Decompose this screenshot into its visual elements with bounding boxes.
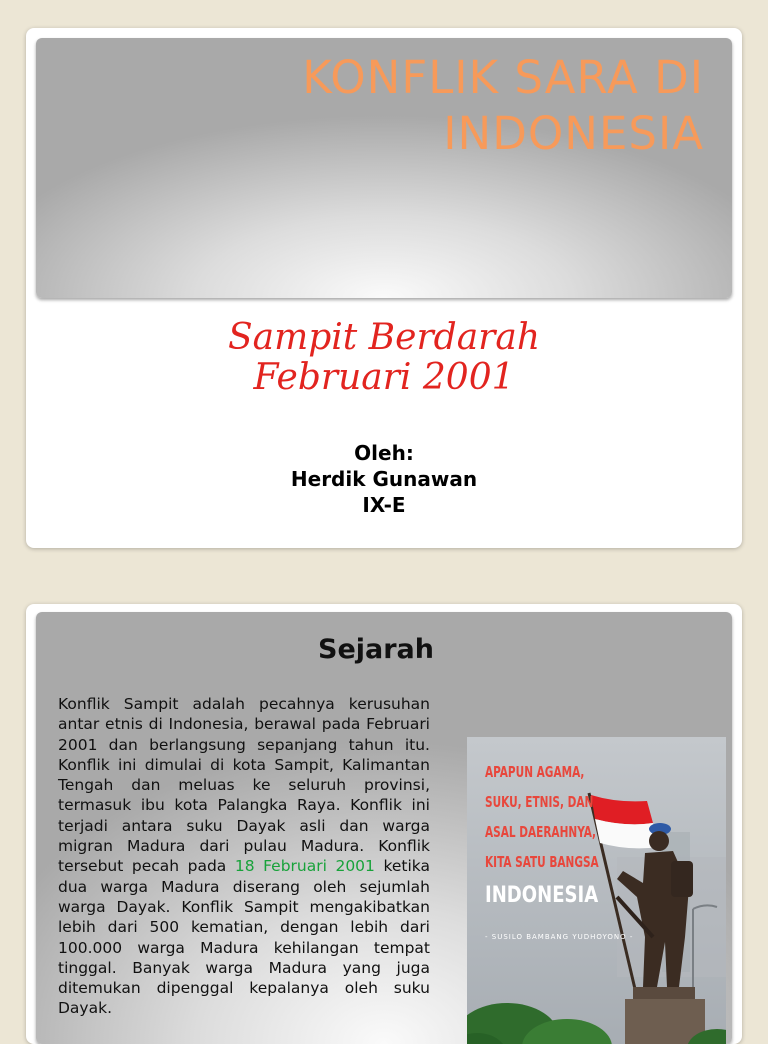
- slide-title: [144, 50, 704, 162]
- author-block: [26, 440, 742, 518]
- author-class: IX-E: [362, 493, 406, 517]
- poster-line-3: ASAL DAERAHNYA,: [485, 823, 597, 841]
- history-paragraph: [58, 694, 430, 1019]
- unity-poster-image: [467, 737, 726, 1044]
- paragraph-text-start: Konflik Sampit adalah pecahnya kerusuhan antar etnis di Indonesia, berawal pada Februari 2001 dan berlangsung sepanjang tahun itu. Konflik ini dimulai di kota Sampit, Kalimantan Tengah dan meluas ke seluruh provinsi, termasuk ibu kota Palangka Raya. Konflik ini terjadi antara suku Dayak asli dan warga migran Madura dari pulau Madura. Konflik tersebut pecah pada: [58, 695, 430, 876]
- slide-title-line-1: KONFLIK SARA DI: [302, 51, 704, 104]
- history-slide[interactable]: [26, 604, 742, 1044]
- slide-subtitle-line-1: Sampit Berdarah: [227, 317, 541, 358]
- poster-line-4: KITA SATU BANGSA: [485, 853, 599, 871]
- date-link[interactable]: 18 Februari 2001: [234, 857, 375, 876]
- poster-line-2: SUKU, ETNIS, DAN: [485, 793, 594, 811]
- slide-title-line-2: INDONESIA: [443, 107, 704, 160]
- content-band: [36, 612, 732, 1044]
- slide-subtitle-line-2: Februari 2001: [253, 357, 515, 398]
- author-name: Herdik Gunawan: [290, 467, 478, 491]
- author-label: Oleh:: [354, 441, 414, 465]
- poster-brand: INDONESIA: [485, 883, 599, 908]
- title-slide[interactable]: [26, 28, 742, 548]
- poster-line-1: APAPUN AGAMA,: [485, 763, 585, 781]
- paragraph-text-end: ketika dua warga Madura diserang oleh sejumlah warga Dayak. Konflik Sampit mengakibatkan lebih dari 500 kematian, dengan lebih dari 100.000 warga Madura kehilangan tempat tinggal. Banyak warga Madura yang juga ditemukan dipenggal kepalanya oleh suku Dayak.: [58, 857, 430, 1018]
- poster-credit: - SUSILO BAMBANG YUDHOYONO -: [485, 933, 634, 941]
- slide-heading: Sejarah: [318, 634, 434, 665]
- slide-subtitle: [26, 318, 742, 398]
